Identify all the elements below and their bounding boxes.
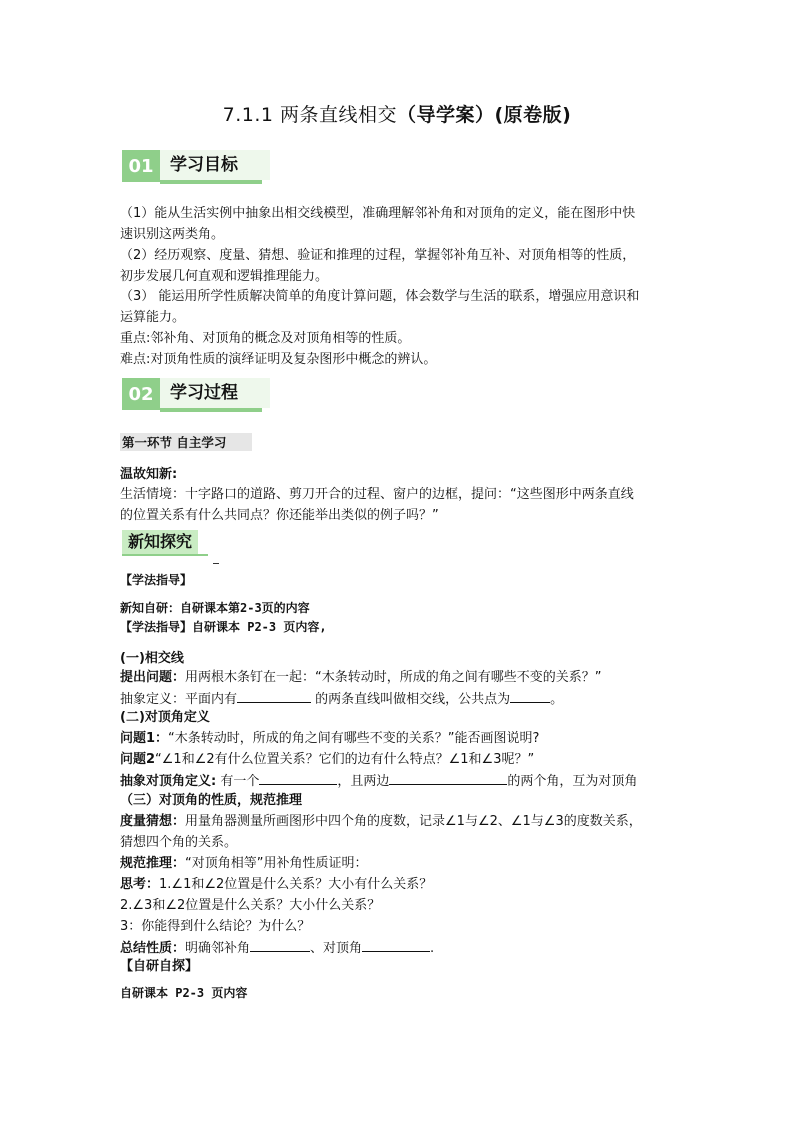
goal-line-4: 初步发展几何直观和逻辑推理能力。 [120,269,329,284]
key-point: 重点:邻补角、对顶角的概念及对顶角相等的性质。 [120,331,411,346]
question-1: 问题1：“木条转动时，所成的角之间有哪些不变的关系？”能否画图说明? [120,731,540,746]
section-underline [160,180,262,184]
stage-one-heading: 第一环节 自主学习 [120,433,252,451]
section-label: 学习目标 [160,150,270,180]
goal-line-2: 速识别这两类角。 [120,227,225,242]
banner-underline [122,554,208,556]
goal-line-5: （3） 能运用所学性质解决简单的角度计算问题，体会数学与生活的联系，增强应用意识和 [120,289,640,304]
fill-blank[interactable] [259,770,337,785]
section-number: 01 [122,150,160,182]
review-label: 温故知新: [120,467,178,482]
new-knowledge-self-study: 新知自研：自研课本第2-3页的内容 [120,601,310,615]
life-scenario-line-1: 生活情境：十字路口的道路、剪刀开合的过程、窗户的边框，提问：“这些图形中两条直线 [120,487,634,502]
life-scenario-line-2: 的位置关系有什么共同点？你还能举出类似的例子吗？” [120,508,439,523]
fill-blank[interactable] [250,937,310,952]
heading-vertical-angle-property: （三）对顶角的性质，规范推理 [120,793,303,808]
self-study-content: 自研课本 P2-3 页内容 [120,986,248,1000]
summarize-property: 总结性质：明确邻补角 、对顶角 . [120,937,434,959]
vertical-angle-definition: 抽象对顶角定义: 有一个 ，且两边 的两个角，互为对顶角 [120,770,637,792]
section-number: 02 [122,378,160,410]
new-knowledge-banner: 新知探究 [122,530,198,554]
method-guide-heading: 【学法指导】 [120,573,193,587]
question-2: 问题2“∠1和∠2有什么位置关系？它们的边有什么特点？∠1和∠3呢？” [120,752,535,767]
raise-question: 提出问题：用两根木条钉在一起：“木条转动时，所成的角之间有哪些不变的关系？” [120,670,602,685]
fill-blank[interactable] [362,937,430,952]
abstract-definition: 抽象定义：平面内有 的两条直线叫做相交线，公共点为 。 [120,688,563,710]
goal-line-6: 运算能力。 [120,310,186,325]
measure-conjecture-line-1: 度量猜想：用量角器测量所画图形中四个角的度数，记录∠1与∠2、∠1与∠3的度数关系， [120,814,642,829]
think-1: 思考：1.∠1和∠2位置是什么关系？大小有什么关系？ [120,877,433,892]
goal-line-1: （1）能从生活实例中抽象出相交线模型，准确理解邻补角和对顶角的定义，能在图形中快 [120,206,636,221]
dash-mark [213,563,219,564]
think-3: 3：你能得到什么结论？为什么？ [120,919,311,934]
section-label: 学习过程 [160,378,270,408]
section-underline [160,408,262,412]
heading-vertical-angle-definition: (二)对顶角定义 [120,710,210,725]
self-study-heading: 【自研自探】 [120,959,199,974]
measure-conjecture-line-2: 猜想四个角的关系。 [120,835,238,850]
standard-reasoning: 规范推理：“对顶角相等”用补角性质证明： [120,856,368,871]
goal-line-3: （2）经历观察、度量、猜想、验证和推理的过程，掌握邻补角互补、对顶角相等的性质， [120,248,636,263]
method-guide-content: 【学法指导】自研课本 P2-3 页内容, [120,620,327,634]
page-title: 7.1.1 两条直线相交（导学案）(原卷版) [222,104,572,126]
fill-blank[interactable] [389,770,507,785]
heading-intersecting-lines: (一)相交线 [120,651,184,666]
fill-blank[interactable] [237,688,311,703]
think-2: 2.∠3和∠2位置是什么关系？大小什么关系？ [120,898,381,913]
fill-blank[interactable] [510,688,550,703]
difficult-point: 难点:对顶角性质的演绎证明及复杂图形中概念的辨认。 [120,352,437,367]
